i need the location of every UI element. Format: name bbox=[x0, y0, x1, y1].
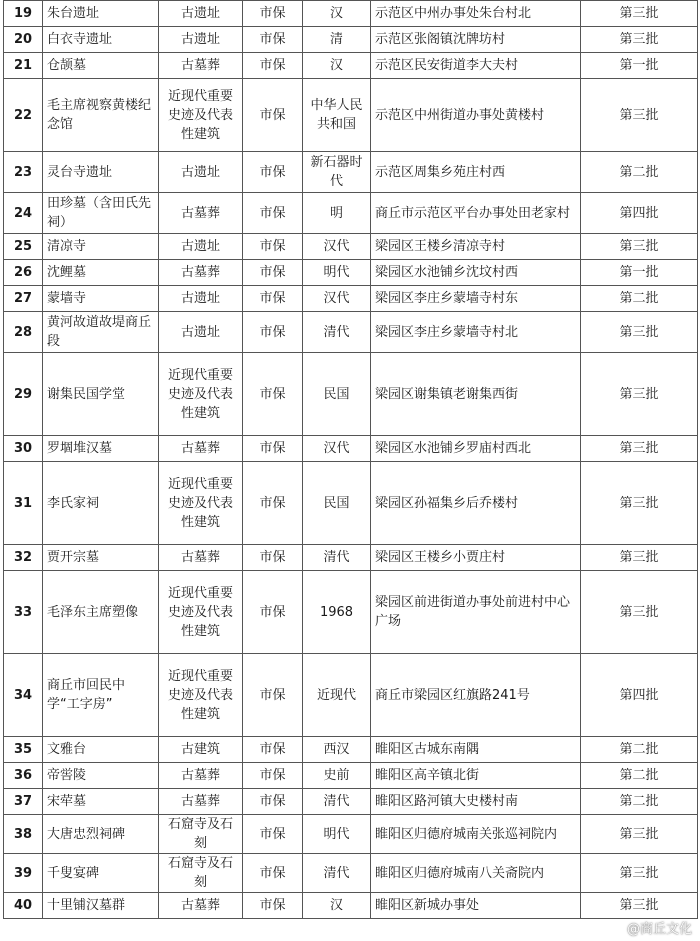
site-name: 李氏家祠 bbox=[43, 462, 159, 545]
table-row bbox=[4, 737, 698, 763]
designation-batch: 第三批 bbox=[581, 79, 698, 152]
site-location: 示范区中州街道办事处黄楼村 bbox=[371, 79, 581, 152]
table-row bbox=[4, 654, 698, 737]
table-row bbox=[4, 545, 698, 571]
table-row bbox=[4, 436, 698, 462]
site-era: 汉代 bbox=[303, 436, 371, 462]
designation-batch: 第一批 bbox=[581, 53, 698, 79]
designation-batch: 第三批 bbox=[581, 436, 698, 462]
protection-level: 市保 bbox=[243, 571, 303, 654]
site-category: 古遗址 bbox=[159, 234, 243, 260]
site-category: 古墓葬 bbox=[159, 193, 243, 234]
protection-level: 市保 bbox=[243, 193, 303, 234]
site-name: 黄河故道故堤商丘段 bbox=[43, 312, 159, 353]
site-location: 睢阳区路河镇大史楼村南 bbox=[371, 789, 581, 815]
table-row bbox=[4, 53, 698, 79]
site-era: 清代 bbox=[303, 312, 371, 353]
site-category: 近现代重要史迹及代表性建筑 bbox=[159, 571, 243, 654]
row-number: 25 bbox=[4, 234, 43, 260]
site-location: 梁园区前进街道办事处前进村中心广场 bbox=[371, 571, 581, 654]
row-number: 35 bbox=[4, 737, 43, 763]
site-category: 近现代重要史迹及代表性建筑 bbox=[159, 654, 243, 737]
site-era: 清代 bbox=[303, 789, 371, 815]
table-row bbox=[4, 854, 698, 893]
site-era: 史前 bbox=[303, 763, 371, 789]
protection-level: 市保 bbox=[243, 353, 303, 436]
site-category: 古墓葬 bbox=[159, 893, 243, 919]
designation-batch: 第一批 bbox=[581, 260, 698, 286]
site-category: 石窟寺及石刻 bbox=[159, 815, 243, 854]
protection-level: 市保 bbox=[243, 234, 303, 260]
site-category: 古遗址 bbox=[159, 27, 243, 53]
table-row bbox=[4, 571, 698, 654]
site-category: 古遗址 bbox=[159, 152, 243, 193]
site-era: 民国 bbox=[303, 353, 371, 436]
site-location: 示范区张阁镇沈牌坊村 bbox=[371, 27, 581, 53]
designation-batch: 第三批 bbox=[581, 854, 698, 893]
table-row bbox=[4, 1, 698, 27]
table-row bbox=[4, 152, 698, 193]
row-number: 27 bbox=[4, 286, 43, 312]
designation-batch: 第三批 bbox=[581, 27, 698, 53]
site-name: 灵台寺遗址 bbox=[43, 152, 159, 193]
row-number: 38 bbox=[4, 815, 43, 854]
site-category: 石窟寺及石刻 bbox=[159, 854, 243, 893]
designation-batch: 第二批 bbox=[581, 789, 698, 815]
table-row bbox=[4, 763, 698, 789]
site-name: 商丘市回民中学“工字房” bbox=[43, 654, 159, 737]
table-row bbox=[4, 893, 698, 919]
site-category: 近现代重要史迹及代表性建筑 bbox=[159, 462, 243, 545]
protection-level: 市保 bbox=[243, 79, 303, 152]
designation-batch: 第三批 bbox=[581, 234, 698, 260]
table-row bbox=[4, 193, 698, 234]
site-name: 仓颉墓 bbox=[43, 53, 159, 79]
site-era: 新石器时代 bbox=[303, 152, 371, 193]
site-name: 罗堌堆汉墓 bbox=[43, 436, 159, 462]
site-location: 梁园区水池铺乡罗庙村西北 bbox=[371, 436, 581, 462]
site-era: 西汉 bbox=[303, 737, 371, 763]
site-name: 文雅台 bbox=[43, 737, 159, 763]
row-number: 34 bbox=[4, 654, 43, 737]
site-location: 睢阳区古城东南隅 bbox=[371, 737, 581, 763]
site-name: 谢集民国学堂 bbox=[43, 353, 159, 436]
designation-batch: 第三批 bbox=[581, 312, 698, 353]
table-row bbox=[4, 79, 698, 152]
watermark-text: @商丘文化 bbox=[626, 922, 692, 937]
site-location: 梁园区李庄乡蒙墙寺村东 bbox=[371, 286, 581, 312]
site-name: 毛主席视察黄楼纪念馆 bbox=[43, 79, 159, 152]
designation-batch: 第三批 bbox=[581, 545, 698, 571]
designation-batch: 第二批 bbox=[581, 152, 698, 193]
protection-level: 市保 bbox=[243, 789, 303, 815]
site-name: 十里铺汉墓群 bbox=[43, 893, 159, 919]
row-number: 30 bbox=[4, 436, 43, 462]
site-name: 清凉寺 bbox=[43, 234, 159, 260]
site-category: 古遗址 bbox=[159, 1, 243, 27]
site-era: 1968 bbox=[303, 571, 371, 654]
protection-level: 市保 bbox=[243, 545, 303, 571]
designation-batch: 第四批 bbox=[581, 654, 698, 737]
site-category: 近现代重要史迹及代表性建筑 bbox=[159, 79, 243, 152]
row-number: 40 bbox=[4, 893, 43, 919]
site-era: 汉 bbox=[303, 53, 371, 79]
site-category: 古墓葬 bbox=[159, 53, 243, 79]
designation-batch: 第二批 bbox=[581, 763, 698, 789]
designation-batch: 第三批 bbox=[581, 462, 698, 545]
site-name: 田珍墓（含田氏先祠） bbox=[43, 193, 159, 234]
protection-level: 市保 bbox=[243, 152, 303, 193]
site-name: 千叟宴碑 bbox=[43, 854, 159, 893]
site-location: 梁园区谢集镇老谢集西街 bbox=[371, 353, 581, 436]
row-number: 19 bbox=[4, 1, 43, 27]
designation-batch: 第三批 bbox=[581, 353, 698, 436]
heritage-sites-table bbox=[3, 0, 698, 919]
site-category: 古墓葬 bbox=[159, 763, 243, 789]
designation-batch: 第三批 bbox=[581, 1, 698, 27]
protection-level: 市保 bbox=[243, 737, 303, 763]
row-number: 23 bbox=[4, 152, 43, 193]
protection-level: 市保 bbox=[243, 260, 303, 286]
table-row bbox=[4, 789, 698, 815]
site-era: 中华人民共和国 bbox=[303, 79, 371, 152]
site-location: 示范区周集乡苑庄村西 bbox=[371, 152, 581, 193]
protection-level: 市保 bbox=[243, 815, 303, 854]
site-category: 古建筑 bbox=[159, 737, 243, 763]
site-era: 明代 bbox=[303, 260, 371, 286]
site-location: 示范区民安街道李大夫村 bbox=[371, 53, 581, 79]
protection-level: 市保 bbox=[243, 654, 303, 737]
site-location: 商丘市梁园区红旗路241号 bbox=[371, 654, 581, 737]
table-row bbox=[4, 286, 698, 312]
site-name: 沈鲤墓 bbox=[43, 260, 159, 286]
site-era: 清代 bbox=[303, 545, 371, 571]
designation-batch: 第三批 bbox=[581, 815, 698, 854]
site-era: 近现代 bbox=[303, 654, 371, 737]
row-number: 26 bbox=[4, 260, 43, 286]
site-category: 近现代重要史迹及代表性建筑 bbox=[159, 353, 243, 436]
designation-batch: 第二批 bbox=[581, 737, 698, 763]
site-era: 民国 bbox=[303, 462, 371, 545]
site-name: 贾开宗墓 bbox=[43, 545, 159, 571]
protection-level: 市保 bbox=[243, 436, 303, 462]
site-era: 清代 bbox=[303, 854, 371, 893]
table-row bbox=[4, 353, 698, 436]
site-name: 宋荦墓 bbox=[43, 789, 159, 815]
protection-level: 市保 bbox=[243, 312, 303, 353]
designation-batch: 第二批 bbox=[581, 286, 698, 312]
row-number: 22 bbox=[4, 79, 43, 152]
row-number: 20 bbox=[4, 27, 43, 53]
site-name: 蒙墙寺 bbox=[43, 286, 159, 312]
site-era: 明代 bbox=[303, 815, 371, 854]
site-location: 睢阳区归德府城南八关斋院内 bbox=[371, 854, 581, 893]
site-category: 古墓葬 bbox=[159, 789, 243, 815]
protection-level: 市保 bbox=[243, 27, 303, 53]
site-location: 梁园区李庄乡蒙墙寺村北 bbox=[371, 312, 581, 353]
protection-level: 市保 bbox=[243, 286, 303, 312]
site-era: 汉代 bbox=[303, 234, 371, 260]
site-location: 睢阳区新城办事处 bbox=[371, 893, 581, 919]
site-location: 睢阳区高辛镇北街 bbox=[371, 763, 581, 789]
table-row bbox=[4, 27, 698, 53]
site-name: 朱台遗址 bbox=[43, 1, 159, 27]
protection-level: 市保 bbox=[243, 1, 303, 27]
site-location: 睢阳区归德府城南关张巡祠院内 bbox=[371, 815, 581, 854]
site-category: 古墓葬 bbox=[159, 436, 243, 462]
table-row bbox=[4, 462, 698, 545]
site-category: 古遗址 bbox=[159, 286, 243, 312]
row-number: 31 bbox=[4, 462, 43, 545]
protection-level: 市保 bbox=[243, 53, 303, 79]
site-name: 毛泽东主席塑像 bbox=[43, 571, 159, 654]
row-number: 32 bbox=[4, 545, 43, 571]
protection-level: 市保 bbox=[243, 854, 303, 893]
protection-level: 市保 bbox=[243, 462, 303, 545]
table-row bbox=[4, 815, 698, 854]
designation-batch: 第四批 bbox=[581, 193, 698, 234]
row-number: 36 bbox=[4, 763, 43, 789]
site-era: 汉 bbox=[303, 1, 371, 27]
row-number: 33 bbox=[4, 571, 43, 654]
table-row bbox=[4, 312, 698, 353]
protection-level: 市保 bbox=[243, 763, 303, 789]
site-name: 白衣寺遗址 bbox=[43, 27, 159, 53]
site-era: 明 bbox=[303, 193, 371, 234]
row-number: 39 bbox=[4, 854, 43, 893]
table-row bbox=[4, 234, 698, 260]
row-number: 21 bbox=[4, 53, 43, 79]
table-body bbox=[4, 1, 698, 919]
site-category: 古墓葬 bbox=[159, 260, 243, 286]
row-number: 28 bbox=[4, 312, 43, 353]
site-era: 汉 bbox=[303, 893, 371, 919]
site-era: 清 bbox=[303, 27, 371, 53]
row-number: 24 bbox=[4, 193, 43, 234]
site-location: 梁园区水池铺乡沈坟村西 bbox=[371, 260, 581, 286]
site-location: 梁园区王楼乡清凉寺村 bbox=[371, 234, 581, 260]
site-location: 示范区中州办事处朱台村北 bbox=[371, 1, 581, 27]
designation-batch: 第三批 bbox=[581, 571, 698, 654]
protection-level: 市保 bbox=[243, 893, 303, 919]
row-number: 37 bbox=[4, 789, 43, 815]
site-location: 商丘市示范区平台办事处田老家村 bbox=[371, 193, 581, 234]
designation-batch: 第三批 bbox=[581, 893, 698, 919]
site-category: 古遗址 bbox=[159, 312, 243, 353]
row-number: 29 bbox=[4, 353, 43, 436]
site-category: 古墓葬 bbox=[159, 545, 243, 571]
site-era: 汉代 bbox=[303, 286, 371, 312]
site-name: 大唐忠烈祠碑 bbox=[43, 815, 159, 854]
table-row bbox=[4, 260, 698, 286]
site-name: 帝喾陵 bbox=[43, 763, 159, 789]
site-location: 梁园区王楼乡小贾庄村 bbox=[371, 545, 581, 571]
site-location: 梁园区孙福集乡后乔楼村 bbox=[371, 462, 581, 545]
